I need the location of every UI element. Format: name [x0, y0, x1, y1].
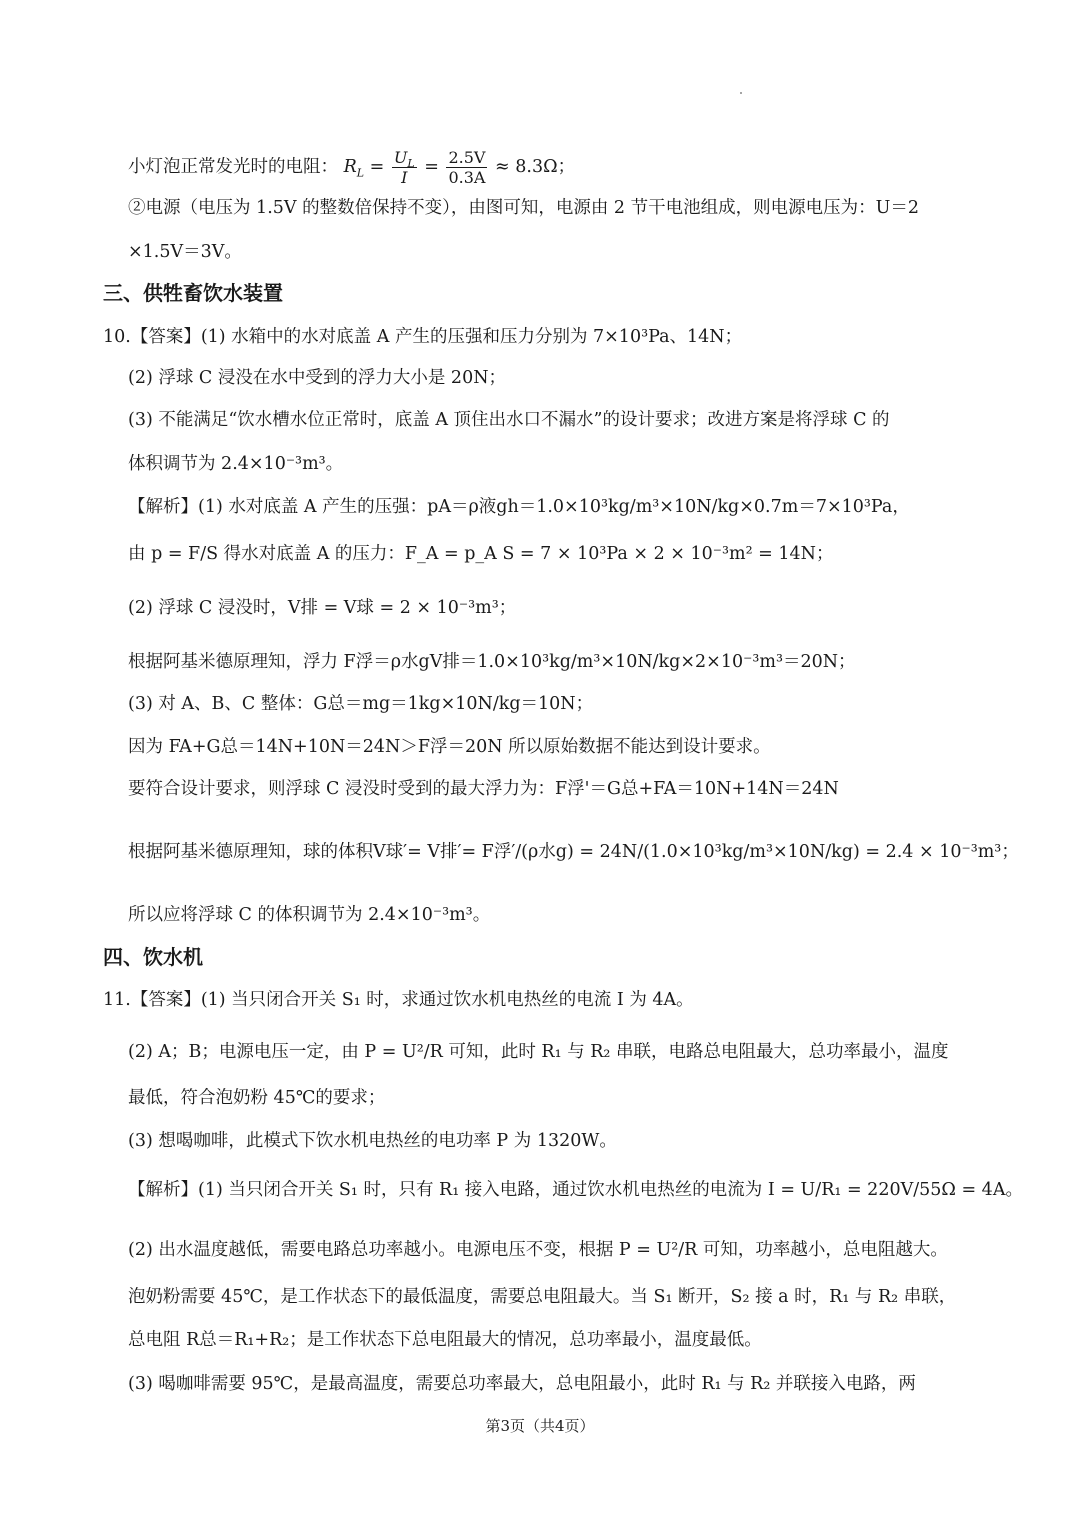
page-footer: 第3页（共4页） [485, 1417, 595, 1435]
q10-analysis-6: 因为 FA+G总＝14N+10N＝24N＞F浮＝20N 所以原始数据不能达到设计要求。 [128, 737, 771, 757]
q10-answer-2: (2) 浮球 C 浸没在水中受到的浮力大小是 20N； [128, 368, 507, 388]
q11-analysis-2: (2) 出水温度越低，需要电路总功率越小。电源电压不变，根据 P = U²/R 可知，功率越小，总电阻越大。 [128, 1240, 948, 1260]
line-power-source-cont: ×1.5V＝3V。 [128, 242, 242, 262]
q10-answer-1: 10.【答案】(1) 水箱中的水对底盖 A 产生的压强和压力分别为 7×10³Pa、14N； [103, 327, 743, 347]
q10-analysis-7: 要符合设计要求，则浮球 C 浸没时受到的最大浮力为：F浮'＝G总+FA＝10N+14N＝24N [128, 779, 839, 799]
q11-analysis-1: 【解析】(1) 当只闭合开关 S₁ 时，只有 R₁ 接入电路，通过饮水机电热丝的电流为 I = U/R₁ = 220V/55Ω = 4A。 [128, 1180, 1023, 1200]
q10-analysis-3: (2) 浮球 C 浸没时，V排 = V球 = 2 × 10⁻³m³； [128, 598, 517, 618]
q10-analysis-8: 根据阿基米德原理知，球的体积V球′= V排′= F浮′/(ρ水g) = 24N/(1.0×10³kg/m³×10N/kg) = 2.4 × 10⁻³m³； [128, 842, 1019, 862]
section-heading-3: 三、供牲畜饮水装置 [103, 281, 283, 305]
q11-analysis-3: 泡奶粉需要 45℃，是工作状态下的最低温度，需要总电阻最大。当 S₁ 断开，S₂ 接 a 时，R₁ 与 R₂ 串联， [128, 1287, 957, 1307]
q11-analysis-5: (3) 喝咖啡需要 95℃，是最高温度，需要总功率最大，总电阻最小，此时 R₁ 与 R₂ 并联接入电路，两 [128, 1374, 916, 1394]
q11-answer-1: 11.【答案】(1) 当只闭合开关 S₁ 时，求通过饮水机电热丝的电流 I 为 4A。 [103, 990, 694, 1010]
section-heading-4: 四、饮水机 [103, 945, 203, 969]
q11-answer-2b: 最低，符合泡奶粉 45℃的要求； [128, 1088, 386, 1108]
q11-answer-3: (3) 想喝咖啡，此模式下饮水机电热丝的电功率 P 为 1320W。 [128, 1131, 617, 1151]
q10-analysis-2: 由 p = F/S 得水对底盖 A 的压力：F_A = p_A S = 7 × 10³Pa × 2 × 10⁻³m² = 14N； [128, 544, 834, 564]
line-lamp-resistance: 小灯泡正常发光时的电阻： $R_L$ = $\frac{U_L}{I}$ = $\frac{2.5V}{0.3A}$ ≈ 8.3Ω； [128, 148, 576, 187]
q10-analysis-9: 所以应将浮球 C 的体积调节为 2.4×10⁻³m³。 [128, 905, 491, 925]
q10-analysis-1: 【解析】(1) 水对底盖 A 产生的压强：pA＝ρ液gh＝1.0×10³kg/m³×10N/kg×0.7m＝7×10³Pa， [128, 497, 910, 517]
q11-answer-2: (2) A；B；电源电压一定，由 P = U²/R 可知，此时 R₁ 与 R₂ 串联，电路总电阻最大，总功率最小，温度 [128, 1042, 949, 1062]
q10-analysis-5: (3) 对 A、B、C 整体：G总＝mg＝1kg×10N/kg＝10N； [128, 694, 594, 714]
scan-speck [740, 92, 742, 94]
line-power-source: ②电源（电压为 1.5V 的整数倍保持不变），由图可知，电源由 2 节干电池组成，则电源电压为：U＝2 [128, 198, 919, 218]
q10-answer-3b: 体积调节为 2.4×10⁻³m³。 [128, 454, 344, 474]
q11-analysis-4: 总电阻 R总＝R₁+R₂；是工作状态下总电阻最大的情况，总功率最小，温度最低。 [128, 1330, 762, 1350]
q10-analysis-4: 根据阿基米德原理知，浮力 F浮＝ρ水gV排＝1.0×10³kg/m³×10N/kg×2×10⁻³m³＝20N； [128, 652, 856, 672]
q10-answer-3: (3) 不能满足“饮水槽水位正常时，底盖 A 顶住出水口不漏水”的设计要求；改进方案是将浮球 C 的 [128, 410, 890, 430]
text: 小灯泡正常发光时的电阻： [128, 157, 338, 177]
